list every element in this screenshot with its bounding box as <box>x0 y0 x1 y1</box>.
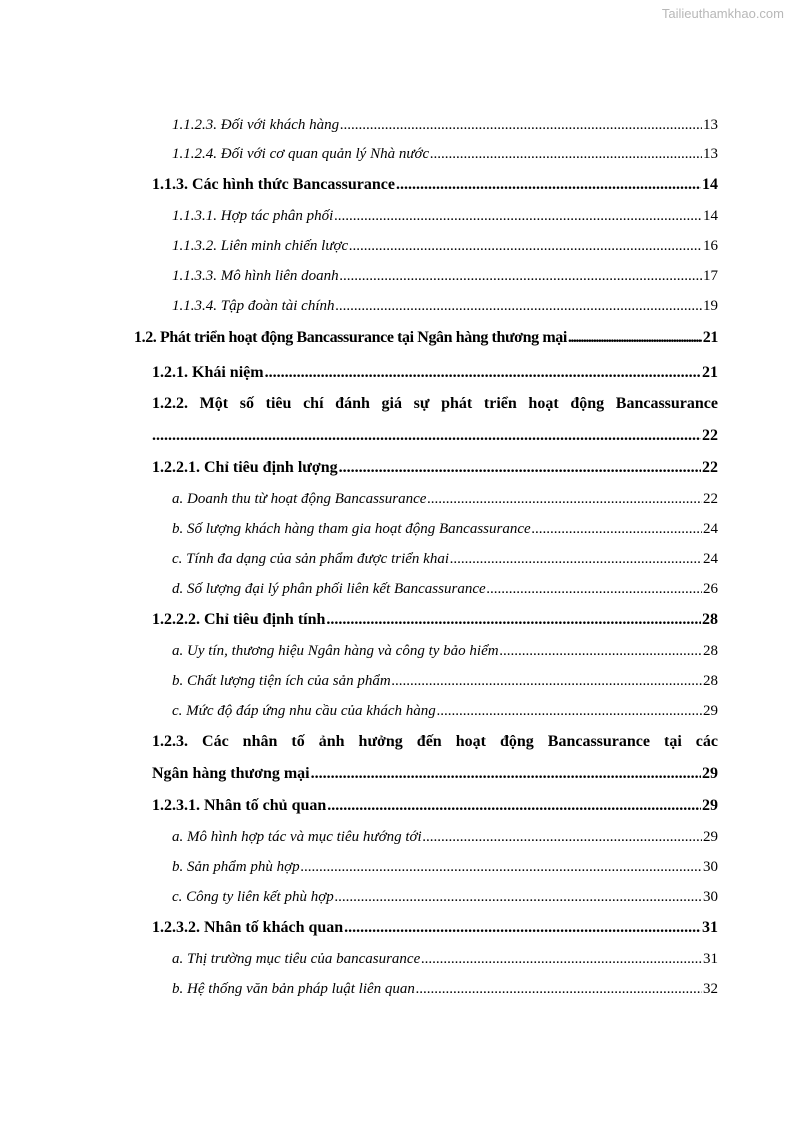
leader-dots <box>152 427 701 445</box>
toc-entry-label: 1.2.3.2. Nhân tố khách quan <box>152 919 344 936</box>
toc-entry[interactable] <box>134 329 718 347</box>
leader-dots <box>450 551 702 568</box>
leader-dots <box>487 581 702 598</box>
toc-entry-page: 28 <box>702 611 718 628</box>
toc-entry[interactable] <box>172 268 718 285</box>
toc-entry-page: 30 <box>703 889 718 905</box>
leader-dots <box>335 889 702 906</box>
toc-entry-page: 24 <box>703 551 718 567</box>
toc-entry[interactable] <box>172 208 718 225</box>
toc-entry-page: 19 <box>703 298 718 314</box>
toc-entry[interactable] <box>152 765 718 783</box>
toc-entry[interactable] <box>172 829 718 846</box>
toc-entry-label: b. Số lượng khách hàng tham gia hoạt động Bancassurance <box>172 521 531 537</box>
toc-entry-label: 1.1.3.2. Liên minh chiến lược <box>172 238 349 254</box>
leader-dots <box>396 176 701 194</box>
toc-entry-page: 28 <box>703 673 718 689</box>
leader-dots <box>339 459 701 477</box>
toc-entry[interactable] <box>172 859 718 876</box>
toc-entry[interactable] <box>172 491 718 508</box>
toc-entry-page: 21 <box>702 329 718 346</box>
toc-entry-label[interactable]: 1.2.3. Các nhân tố ảnh hưởng đến hoạt động Bancassurance tại các <box>152 733 718 750</box>
leader-dots <box>427 491 702 508</box>
toc-entry[interactable] <box>172 981 718 998</box>
toc-entry-page: 29 <box>703 829 718 845</box>
leader-dots <box>334 208 702 225</box>
toc-entry[interactable] <box>152 364 718 382</box>
toc-entry-label: a. Mô hình hợp tác và mục tiêu hướng tới <box>172 829 422 845</box>
leader-dots <box>344 919 701 937</box>
toc-entry-label: 1.2. Phát triển hoạt động Bancassurance tại Ngân hàng thương mại <box>134 329 567 346</box>
watermark: Tailieuthamkhao.com <box>661 6 784 21</box>
toc-entry-label: 1.1.3. Các hình thức Bancassurance <box>152 176 395 193</box>
leader-dots <box>340 268 702 285</box>
toc-entry-label: 1.1.3.1. Hợp tác phân phối <box>172 208 334 224</box>
toc-entry-page: 14 <box>703 208 718 224</box>
toc-entry-page: 22 <box>702 427 718 444</box>
toc-entry-page: 29 <box>703 703 718 719</box>
toc-entry-page: 13 <box>703 146 718 162</box>
leader-dots <box>265 364 701 382</box>
toc-entry-label: a. Doanh thu từ hoạt động Bancassurance <box>172 491 427 507</box>
toc-entry-label: 1.2.2.2. Chỉ tiêu định tính <box>152 611 326 628</box>
toc-entry[interactable] <box>172 551 718 568</box>
leader-dots <box>416 981 702 998</box>
toc-entry-page: 16 <box>703 238 718 254</box>
toc-entry[interactable] <box>152 176 718 194</box>
leader-dots <box>423 829 702 846</box>
toc-entry-label: d. Số lượng đại lý phân phối liên kết Bancassurance <box>172 581 486 597</box>
toc-entry[interactable] <box>152 427 718 445</box>
toc-entry-page: 14 <box>702 176 718 193</box>
leader-dots <box>336 298 702 315</box>
toc-entry-page: 17 <box>703 268 718 284</box>
toc-entry[interactable] <box>172 581 718 598</box>
toc-entry-page: 28 <box>703 643 718 659</box>
leader-dots <box>392 673 702 690</box>
toc-entry-label: 1.1.2.3. Đối với khách hàng <box>172 117 340 133</box>
leader-dots <box>437 703 702 720</box>
leader-dots <box>500 643 702 660</box>
toc-entry-page: 13 <box>703 117 718 133</box>
toc-entry-label: 1.2.2.1. Chỉ tiêu định lượng <box>152 459 338 476</box>
toc-entry[interactable] <box>172 117 718 134</box>
toc-entry-label: 1.1.3.4. Tập đoàn tài chính <box>172 298 335 314</box>
leader-dots <box>421 951 702 968</box>
toc-entry[interactable] <box>172 146 718 163</box>
leader-dots <box>301 859 702 876</box>
toc-entry-page: 26 <box>703 581 718 597</box>
toc-entry[interactable] <box>152 919 718 937</box>
leader-dots <box>340 117 702 134</box>
toc-entry-label: b. Hệ thống văn bản pháp luật liên quan <box>172 981 415 997</box>
toc-entry-page: 31 <box>702 919 718 936</box>
toc-entry[interactable] <box>172 521 718 538</box>
toc-entry-page: 21 <box>702 364 718 381</box>
toc-entry-label: b. Chất lượng tiện ích của sản phẩm <box>172 673 391 689</box>
leader-dots <box>532 521 702 538</box>
toc-entry[interactable] <box>152 459 718 477</box>
toc-entry-label: Ngân hàng thương mại <box>152 765 310 782</box>
leader-dots <box>311 765 701 783</box>
toc-entry-label: b. Sản phẩm phù hợp <box>172 859 300 875</box>
toc-entry-label: a. Uy tín, thương hiệu Ngân hàng và công ty bảo hiểm <box>172 643 499 659</box>
toc-entry-page: 29 <box>702 797 718 814</box>
toc-entry-page: 29 <box>702 765 718 782</box>
toc-entry-label[interactable]: 1.2.2. Một số tiêu chí đánh giá sự phát triển hoạt động Bancassurance <box>152 395 718 412</box>
toc-entry[interactable] <box>172 703 718 720</box>
toc-entry-page: 32 <box>703 981 718 997</box>
toc-entry[interactable] <box>152 611 718 629</box>
toc-entry[interactable] <box>172 643 718 660</box>
leader-dots <box>568 329 702 347</box>
toc-entry[interactable] <box>172 298 718 315</box>
leader-dots <box>430 146 702 163</box>
toc-entry-page: 30 <box>703 859 718 875</box>
toc-entry-label: c. Tính đa dạng của sản phẩm được triển khai <box>172 551 449 567</box>
toc-entry-page: 24 <box>703 521 718 537</box>
toc-entry[interactable] <box>172 951 718 968</box>
leader-dots <box>327 797 701 815</box>
toc-entry[interactable] <box>172 238 718 255</box>
toc-entry-page: 22 <box>703 491 718 507</box>
toc-entry-page: 22 <box>702 459 718 476</box>
toc-entry-label: 1.1.3.3. Mô hình liên doanh <box>172 268 339 284</box>
toc-entry[interactable] <box>172 889 718 906</box>
toc-entry[interactable] <box>152 797 718 815</box>
toc-entry-label: 1.2.1. Khái niệm <box>152 364 264 381</box>
toc-entry-label: c. Mức độ đáp ứng nhu cầu của khách hàng <box>172 703 436 719</box>
leader-dots <box>349 238 702 255</box>
toc-entry-label: 1.2.3.1. Nhân tố chủ quan <box>152 797 327 814</box>
toc-entry-page: 31 <box>703 951 718 967</box>
toc-entry[interactable] <box>172 673 718 690</box>
toc-entry-label: a. Thị trường mục tiêu của bancasurance <box>172 951 421 967</box>
toc-entry-label: 1.1.2.4. Đối với cơ quan quản lý Nhà nước <box>172 146 430 162</box>
leader-dots <box>326 611 701 629</box>
toc-entry-label: c. Công ty liên kết phù hợp <box>172 889 334 905</box>
